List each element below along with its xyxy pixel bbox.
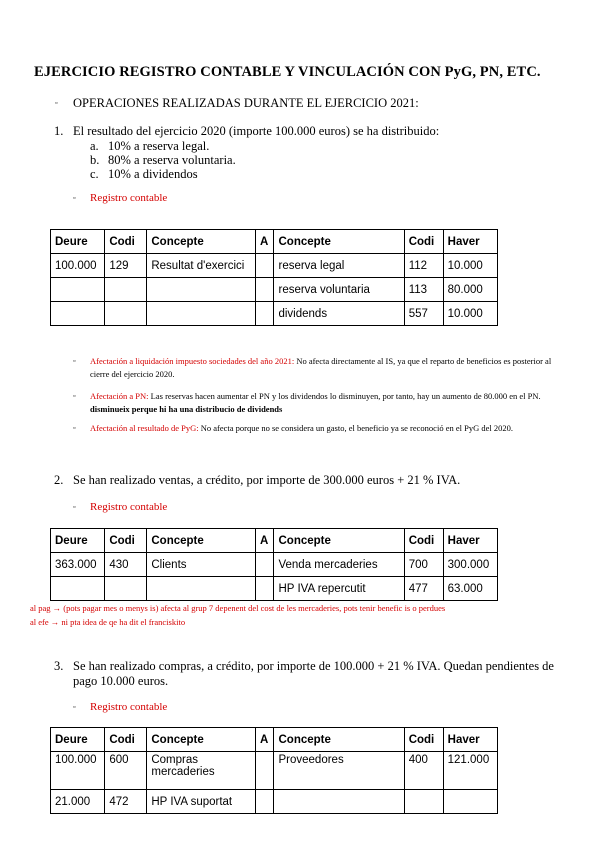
col-codi: Codi [404, 728, 443, 752]
cell-a [256, 553, 274, 577]
cell-codi: 700 [404, 553, 443, 577]
cell-concepte [147, 302, 256, 326]
bullet-icon: ▫ [73, 703, 76, 711]
table-row [51, 278, 498, 302]
col-a: A [256, 529, 274, 553]
cell-a [256, 752, 274, 790]
cell-concepte [147, 577, 256, 601]
cell-codi: 472 [105, 790, 147, 814]
cell-deure: 363.000 [51, 553, 105, 577]
cell-codi: 112 [404, 254, 443, 278]
note-pn [90, 390, 570, 416]
table-header-row [51, 230, 498, 254]
cell-concepte: dividends [274, 302, 404, 326]
cell-concepte: reserva voluntaria [274, 278, 404, 302]
col-codi: Codi [404, 529, 443, 553]
col-a: A [256, 728, 274, 752]
cell-codi: 477 [404, 577, 443, 601]
cell-deure: 21.000 [51, 790, 105, 814]
ops-heading: OPERACIONES REALIZADAS DURANTE EL EJERCICIO 2021: [73, 96, 419, 110]
note-pyg-label: Afectación al resultado de PyG: [90, 423, 199, 433]
bullet-icon: ▫ [73, 503, 76, 511]
bullet-icon: ▫ [73, 357, 76, 365]
op1-sub-b-text: 80% a reserva voluntaria. [108, 153, 236, 167]
col-codi: Codi [105, 529, 147, 553]
col-concepte: Concepte [147, 230, 256, 254]
bullet-icon: ▫ [55, 99, 58, 107]
cell-haver: 300.000 [443, 553, 497, 577]
op1-ledger-table [50, 229, 498, 326]
col-concepte: Concepte [147, 728, 256, 752]
cell-codi [404, 790, 443, 814]
cell-deure [51, 302, 105, 326]
cell-deure [51, 278, 105, 302]
cell-a [256, 254, 274, 278]
op1-text: El resultado del ejercicio 2020 (importe 100.000 euros) se ha distribuido: [73, 124, 440, 138]
cell-codi: 557 [404, 302, 443, 326]
col-deure: Deure [51, 230, 105, 254]
note-is [90, 355, 570, 381]
cell-haver: 63.000 [443, 577, 497, 601]
op3-text: Se han realizado compras, a crédito, por importe de 100.000 + 21 % IVA. Quedan pendientes de pago 10.000 euros. [73, 659, 554, 688]
cell-deure [51, 577, 105, 601]
cell-codi [105, 577, 147, 601]
op2-number: 2. [54, 473, 64, 487]
op2-ledger-table [50, 528, 498, 601]
col-codi: Codi [105, 728, 147, 752]
cell-a [256, 278, 274, 302]
table-row [51, 302, 498, 326]
page-title: EJERCICIO REGISTRO CONTABLE Y VINCULACIÓN CON PyG, PN, ETC. [34, 64, 541, 80]
table-row [51, 254, 498, 278]
cell-codi: 400 [404, 752, 443, 790]
cell-concepte [147, 278, 256, 302]
bullet-icon: ▫ [73, 392, 76, 400]
cell-haver: 121.000 [443, 752, 497, 790]
cell-a [256, 577, 274, 601]
col-codi: Codi [105, 230, 147, 254]
table-row [51, 790, 498, 814]
table-header-row [51, 728, 498, 752]
note-pyg [90, 422, 570, 435]
table-header-row [51, 529, 498, 553]
col-haver: Haver [443, 230, 497, 254]
op1-sub-c-letter: c. [90, 167, 99, 181]
cell-codi [105, 278, 147, 302]
col-haver: Haver [443, 728, 497, 752]
op2-note-efe: al efe → ni pta idea de qe ha dit el franciskito [30, 617, 186, 627]
bullet-icon: ▫ [73, 194, 76, 202]
cell-concepte: Compras mercaderies [147, 752, 256, 790]
col-concepte: Concepte [274, 230, 404, 254]
col-deure: Deure [51, 728, 105, 752]
col-deure: Deure [51, 529, 105, 553]
cell-codi: 113 [404, 278, 443, 302]
note-pyg-text: No afecta porque no se considera un gasto, el beneficio ya se reconoció en el PyG del 2020. [198, 423, 513, 433]
col-codi: Codi [404, 230, 443, 254]
table-row [51, 577, 498, 601]
op3-register-label: Registro contable [90, 701, 168, 713]
op1-number: 1. [54, 124, 64, 138]
op2-register-label: Registro contable [90, 501, 168, 513]
cell-codi: 430 [105, 553, 147, 577]
note-is-text: No afecta directamente al IS, ya que el reparto de beneficios es posterior al cierre del ejercicio 2020. [90, 356, 552, 379]
op1-sub-c-text: 10% a dividendos [108, 167, 198, 181]
cell-haver: 10.000 [443, 302, 497, 326]
table-row [51, 553, 498, 577]
op1-sub-b-letter: b. [90, 153, 100, 167]
op1-sub-a-text: 10% a reserva legal. [108, 139, 210, 153]
col-concepte: Concepte [274, 728, 404, 752]
cell-concepte: reserva legal [274, 254, 404, 278]
note-pn-handwritten: disminueix perque hi ha una distribucio de dividends [90, 404, 283, 414]
cell-codi: 129 [105, 254, 147, 278]
cell-deure: 100.000 [51, 254, 105, 278]
table-row [51, 752, 498, 790]
cell-concepte: Venda mercaderies [274, 553, 404, 577]
cell-haver [443, 790, 497, 814]
cell-deure: 100.000 [51, 752, 105, 790]
op2-text: Se han realizado ventas, a crédito, por importe de 300.000 euros + 21 % IVA. [73, 473, 461, 487]
cell-a [256, 302, 274, 326]
cell-concepte: HP IVA suportat [147, 790, 256, 814]
op2-note-pag: al pag → (pots pagar mes o menys is) afecta al grup 7 depenent del cost de les mercaderies, pots tenir benefic is o perdues [30, 603, 446, 613]
cell-haver: 10.000 [443, 254, 497, 278]
op1-sub-a-letter: a. [90, 139, 99, 153]
op3-ledger-table [50, 727, 498, 814]
cell-concepte: HP IVA repercutit [274, 577, 404, 601]
bullet-icon: ▫ [73, 424, 76, 432]
op1-register-label: Registro contable [90, 192, 168, 204]
col-haver: Haver [443, 529, 497, 553]
col-concepte: Concepte [147, 529, 256, 553]
cell-concepte: Resultat d'exercici [147, 254, 256, 278]
note-is-label: Afectación a liquidación impuesto sociedades del año 2021: [90, 356, 295, 366]
cell-concepte: Clients [147, 553, 256, 577]
col-concepte: Concepte [274, 529, 404, 553]
note-pn-text: Las reservas hacen aumentar el PN y los dividendos lo disminuyen, por tanto, hay un aumento de 80.000 en el PN. [148, 391, 541, 401]
cell-concepte [274, 790, 404, 814]
note-pn-label: Afectación a PN: [90, 391, 149, 401]
cell-concepte: Proveedores [274, 752, 404, 790]
op3-number: 3. [54, 659, 64, 673]
col-a: A [256, 230, 274, 254]
cell-codi: 600 [105, 752, 147, 790]
cell-a [256, 790, 274, 814]
cell-codi [105, 302, 147, 326]
cell-haver: 80.000 [443, 278, 497, 302]
